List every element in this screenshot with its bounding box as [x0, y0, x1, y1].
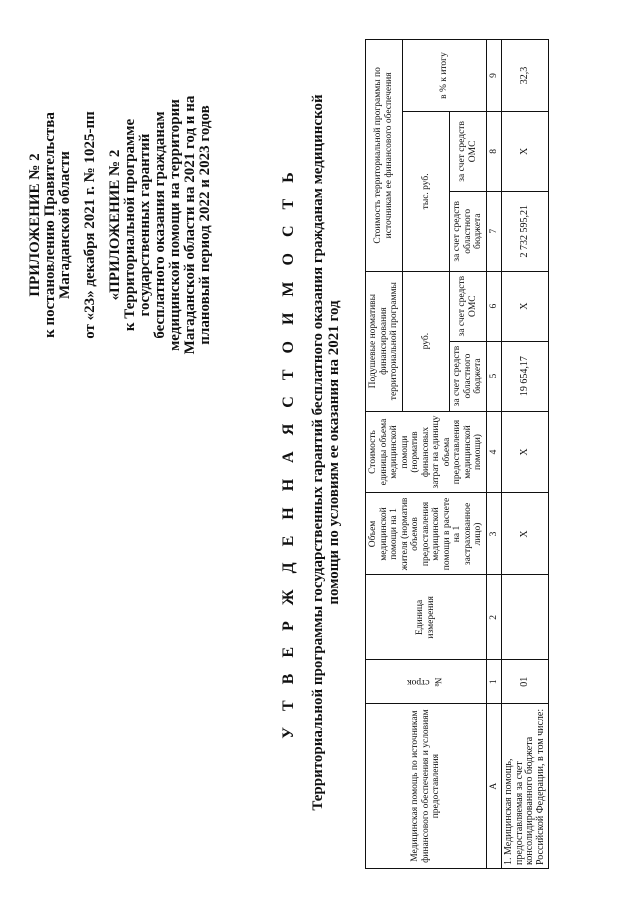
cost-table	[365, 39, 549, 869]
header-line: ПРИЛОЖЕНИЕ № 2	[27, 153, 43, 297]
header-line: к Территориальной программе	[122, 118, 138, 332]
header-line: Магаданской области	[57, 151, 73, 299]
header-col-norms: Подушевые нормативы финансирования территориальной программы	[366, 271, 403, 411]
row-pct: 32,3	[502, 40, 549, 112]
row-number: 01	[502, 660, 549, 704]
row-unit	[502, 575, 549, 660]
column-number: 8	[486, 111, 502, 191]
document-title: У Т В Е Р Ж Д Е Н Н А Я С Т О И М О С Т Ь	[280, 166, 297, 739]
row-total-budget: 2 732 595,21	[502, 191, 549, 271]
row-name: 1. Медицинская помощь, предоставляемая за счет консолидированного бюджета Российской Федерации, в том числе:	[502, 704, 549, 869]
column-number: 5	[486, 341, 502, 411]
header-line: плановый период 2022 и 2023 годов	[197, 105, 213, 345]
header-col-unit: Единица измерения	[366, 575, 487, 660]
column-number: 2	[486, 575, 502, 660]
header-line: «ПРИЛОЖЕНИЕ № 2	[107, 149, 123, 301]
header-col-cost: Стоимость единицы объема медицинской помощи (норматив финансовых затрат на единицу объема предоставления медицинской помощи)	[366, 411, 487, 493]
column-number: 7	[486, 191, 502, 271]
row-total-oms: X	[502, 111, 549, 191]
header-col-volume: Объем медицинской помощи на 1 жителя (норматив объемов предоставления медицинской помощи в расчете на 1 застрахованное лицо)	[366, 493, 487, 575]
header-col-total: Стоимость территориальной программы по источникам ее финансового обеспечения	[366, 40, 403, 272]
header-unit-rub: руб.	[402, 271, 450, 411]
appendix-header	[28, 15, 213, 435]
header-line: бесплатного оказания гражданам	[152, 111, 168, 339]
header-sub-pct: в % к итогу	[402, 40, 486, 112]
row-volume: X	[502, 493, 549, 575]
column-number: А	[486, 704, 502, 869]
header-sub-oms: за счет средств ОМС	[450, 271, 487, 341]
header-col-rownum: № строк	[366, 660, 487, 704]
header-line: медицинской помощи на территории	[167, 99, 183, 351]
header-sub-budget: за счет средств областного бюджета	[450, 191, 487, 271]
column-number: 3	[486, 493, 502, 575]
row-cost: X	[502, 411, 549, 493]
column-number: 9	[486, 40, 502, 112]
column-number: 6	[486, 271, 502, 341]
row-norm-oms: X	[502, 271, 549, 341]
header-line: от «23» декабря 2021 г. № 1025-пп	[82, 111, 98, 339]
header-line: Магаданской области на 2021 год и на	[182, 95, 198, 355]
header-col-a: Медицинская помощь по источникам финансового обеспечения и условиям предоставления	[366, 704, 487, 869]
header-line: к постановлению Правительства	[42, 112, 58, 338]
header-line: государственных гарантий	[137, 133, 153, 317]
row-norm-budget: 19 654,17	[502, 341, 549, 411]
column-number-row	[486, 40, 502, 869]
header-sub-oms: за счет средств ОМС	[450, 111, 487, 191]
document-subtitle: Территориальной программы государственных гарантий бесплатного оказания гражданам медицинской помощи по условиям ее оказания на 2021 год	[310, 94, 342, 811]
column-number: 4	[486, 411, 502, 493]
table-row	[502, 40, 549, 869]
header-unit-thous: тыс. руб.	[402, 111, 450, 271]
header-sub-budget: за счет средств областного бюджета	[450, 341, 487, 411]
column-number: 1	[486, 660, 502, 704]
